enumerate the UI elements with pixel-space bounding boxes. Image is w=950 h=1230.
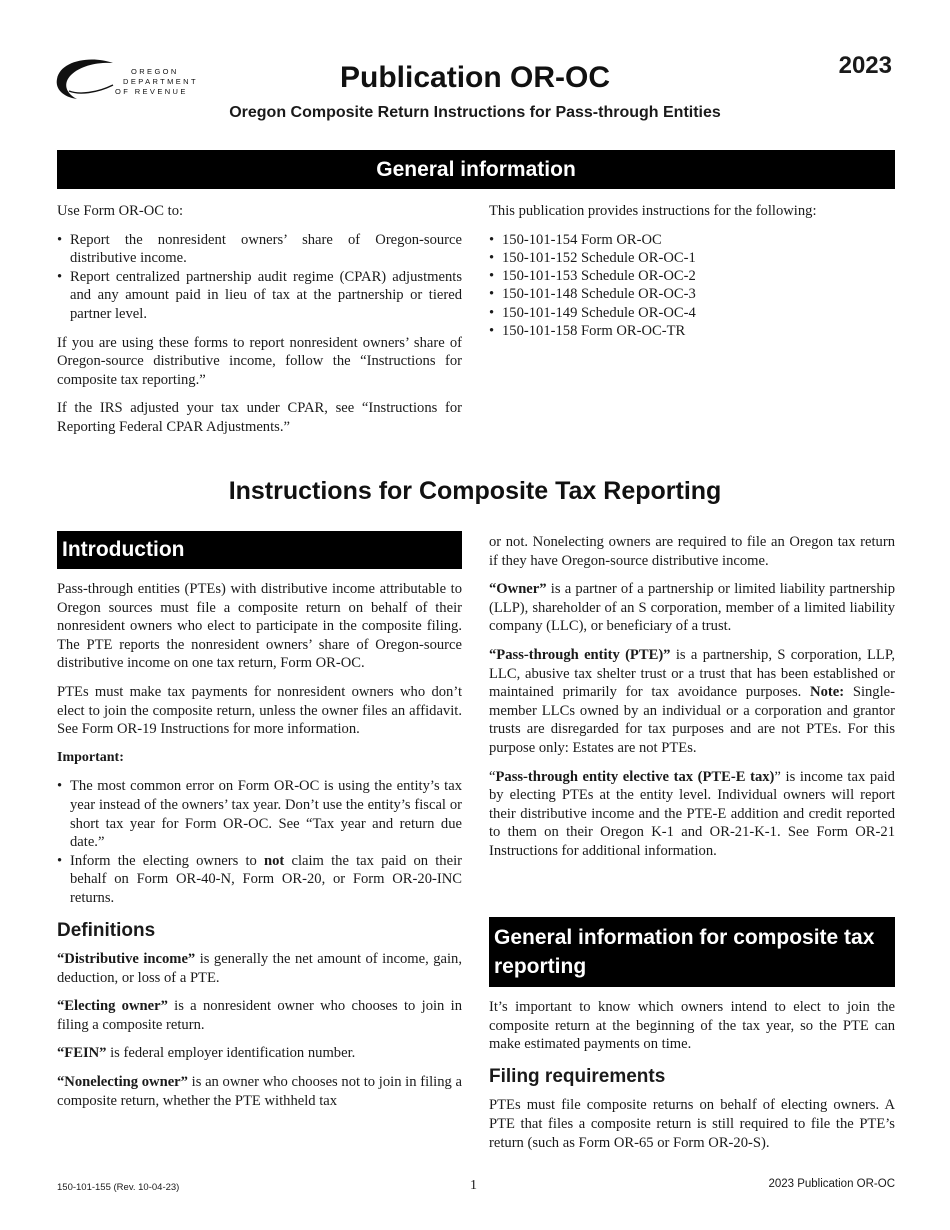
definition-text: is income tax paid by electing PTEs at the entity level. Individual owners will report their distributive income and the PTE-E addition and credit reported to them on their Oregon K-1 and OR-21-K-1. See Form OR-21 Instructions for additional information.	[489, 768, 895, 859]
list-item: • 150-101-148 Schedule OR-OC-3	[489, 285, 895, 303]
forms-list	[489, 231, 895, 341]
filing-requirements-heading: Filing requirements	[489, 1065, 666, 1087]
definition-distributive-income	[57, 950, 462, 987]
general-information-heading: General information	[57, 150, 895, 189]
important-label: Important:	[57, 749, 124, 765]
quote-mark: ”	[774, 768, 781, 785]
definitions-continued-column	[489, 533, 895, 871]
definition-term: “Nonelecting owner”	[57, 1074, 188, 1091]
quote-mark: “	[489, 768, 496, 785]
definition-term: “Pass-through entity (PTE)”	[489, 646, 671, 663]
definition-term: “Distributive income”	[57, 951, 196, 968]
definition-pte-e-tax	[489, 768, 895, 861]
definition-term: “FEIN”	[57, 1045, 107, 1062]
definition-text: is generally the net amount of income, gain, deduction, or loss of a PTE.	[57, 951, 462, 986]
publication-scope-intro: This publication provides instructions for the following:	[489, 203, 817, 219]
definition-text: is a nonresident owner who chooses to join in filing a composite return.	[57, 998, 462, 1033]
list-item: • Report the nonresident owners’ share of Oregon-source distributive income.	[57, 231, 462, 268]
definitions-heading: Definitions	[57, 919, 156, 941]
list-item: • 150-101-158 Form OR-OC-TR	[489, 322, 895, 340]
list-item: • 150-101-149 Schedule OR-OC-4	[489, 304, 895, 322]
definition-owner	[489, 580, 895, 636]
composite-section-title: Instructions for Composite Tax Reporting	[228, 477, 722, 505]
text-run: claim the tax paid on their behalf on Form OR-40-N, Form OR-20, or Form OR-20-INC returns.	[70, 852, 462, 906]
general-info-left-column	[57, 202, 462, 447]
logo-line: OF REVENUE	[115, 87, 188, 96]
intro-paragraph: Pass-through entities (PTEs) with distributive income attributable to Oregon sources must file a composite return on behalf of their nonresident owners who elect to participate in the composite filing. The PTE reports the nonresident owners’ share of Oregon-source distributive income on one tax return, Form OR-OC.	[57, 581, 462, 672]
definition-text: Single-member LLCs owned by an individual or a corporation and grantor trusts are disregarded for tax purposes and are not PTEs. For this purpose only: Estates are not PTEs.	[489, 684, 895, 756]
list-item	[57, 852, 462, 908]
definition-pte	[489, 646, 895, 758]
page-title: Publication OR-OC	[340, 61, 610, 94]
use-form-intro: Use Form OR-OC to:	[57, 203, 184, 219]
gict-paragraph: It’s important to know which owners intend to elect to join the composite return at the beginning of the tax year, so the PTE can make estimated payments on time.	[489, 999, 895, 1053]
emphasis: not	[264, 852, 285, 869]
footer-publication: 2023 Publication OR-OC	[768, 1178, 895, 1190]
publication-year: 2023	[838, 52, 892, 79]
page-subtitle: Oregon Composite Return Instructions for Pass-through Entities	[229, 104, 721, 121]
important-list	[57, 777, 462, 907]
logo-line: DEPARTMENT	[123, 77, 198, 86]
definition-text: is an owner who chooses not to join in filing a composite return, whether the PTE withheld tax	[57, 1074, 462, 1109]
filing-paragraph: PTEs must file composite returns on behalf of electing owners. A PTE that files a composite return is still required to file the PTE’s return (such as Form OR-65 or Form OR-20-S).	[489, 1097, 895, 1151]
general-info-composite-column	[489, 998, 895, 1162]
text-run: Inform the electing owners to	[70, 852, 265, 869]
intro-paragraph: PTEs must make tax payments for nonresident owners who don’t elect to join the composite return, unless the owner files an affidavit. See Form OR-19 Instructions for more information.	[57, 683, 462, 738]
note-label: Note:	[810, 684, 845, 701]
definition-electing-owner	[57, 997, 462, 1034]
footer-form-number: 150-101-155 (Rev. 10-04-23)	[57, 1182, 180, 1193]
general-info-right-column	[489, 202, 895, 350]
cpar-instructions-note: If the IRS adjusted your tax under CPAR, see “Instructions for Reporting Federal CPAR Adjustments.”	[57, 400, 462, 435]
general-info-composite-heading: General information for composite tax reporting	[489, 917, 895, 987]
list-item: • 150-101-154 Form OR-OC	[489, 231, 895, 249]
definition-text: is a partnership, S corporation, LLP, LLC, abusive tax shelter trust or a trust that has been established or maintained primarily for tax avoidance purposes.	[489, 646, 895, 701]
composite-instructions-note: If you are using these forms to report nonresident owners’ share of Oregon-source distributive income, follow the “Instructions for composite tax reporting.”	[57, 334, 462, 388]
definition-term: Pass-through entity elective tax (PTE-E tax)	[495, 768, 775, 785]
footer-page-number: 1	[470, 1178, 477, 1193]
definition-text: is federal employer identification number.	[106, 1045, 356, 1062]
definition-term: “Owner”	[489, 581, 547, 598]
introduction-heading: Introduction	[57, 531, 462, 569]
use-form-list	[57, 231, 462, 324]
introduction-column	[57, 580, 462, 1120]
logo-line: OREGON	[131, 67, 179, 76]
definition-text: is a partner of a partnership or limited liability partnership (LLP), shareholder of an S corporation, member of a limited liability company (LLC), or beneficiary of a trust.	[489, 581, 895, 635]
list-item: • 150-101-153 Schedule OR-OC-2	[489, 267, 895, 285]
definition-nonelecting-owner	[57, 1073, 462, 1110]
list-item: • The most common error on Form OR-OC is using the entity’s tax year instead of the owners’ tax year. Don’t use the entity’s fiscal or short tax year for Form OR-OC. See “Tax year and return due date.”	[57, 777, 462, 851]
list-item: • 150-101-152 Schedule OR-OC-1	[489, 249, 895, 267]
definition-continuation: or not. Nonelecting owners are required to file an Oregon tax return if they have Oregon-source distributive income.	[489, 534, 895, 569]
definition-fein	[57, 1044, 462, 1063]
definition-term: “Electing owner”	[57, 998, 168, 1015]
list-item: • Report centralized partnership audit regime (CPAR) adjustments and any amount paid in lieu of tax at the partnership or tiered partner level.	[57, 268, 462, 324]
